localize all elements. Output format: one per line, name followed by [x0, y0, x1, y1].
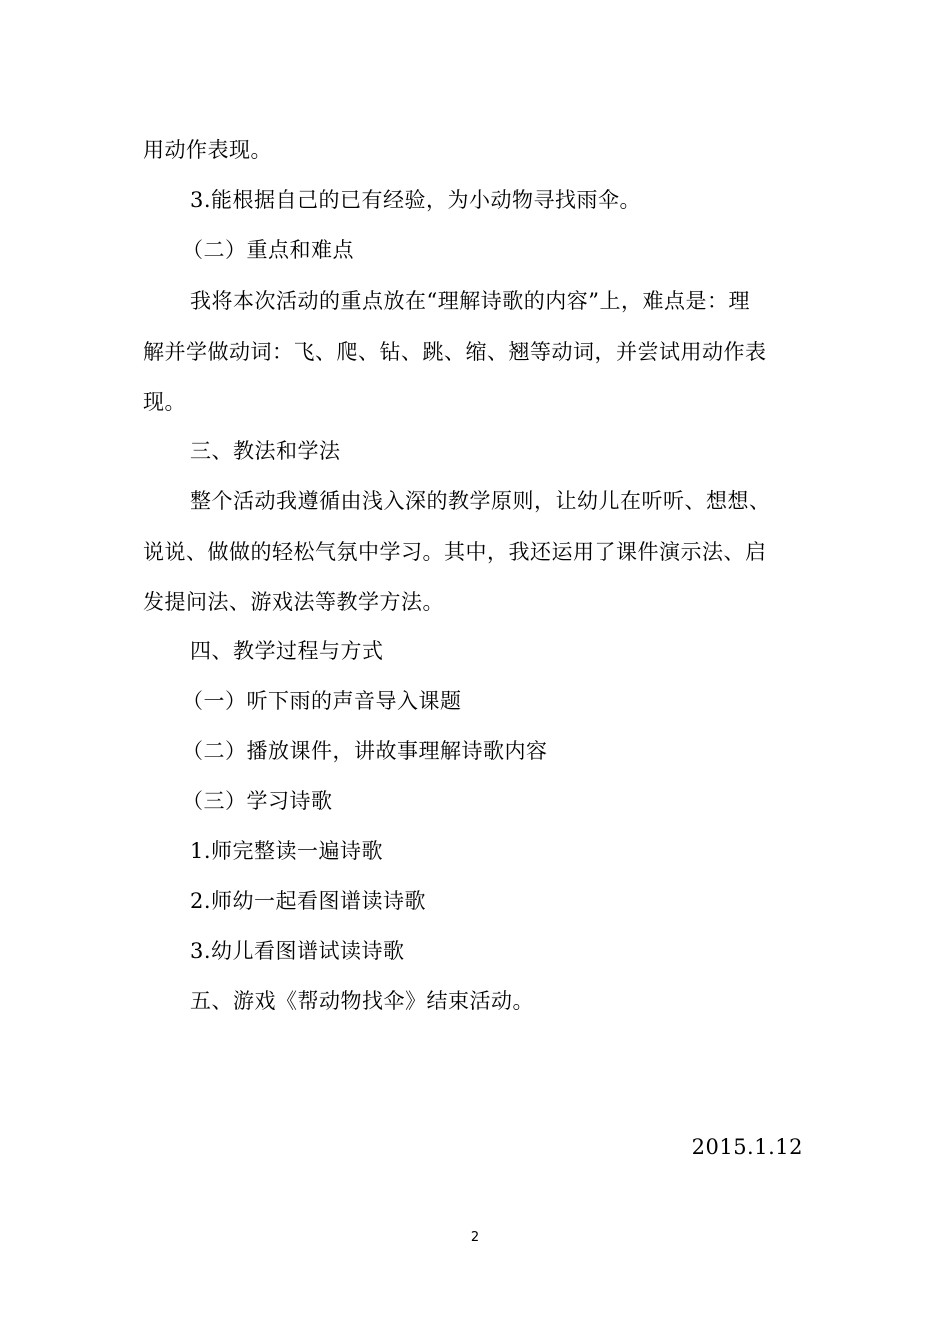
section-heading: 四、教学过程与方式 — [190, 639, 384, 663]
document-date: 2015.1.12 — [691, 1135, 803, 1159]
paragraph-line: 现。 — [143, 390, 186, 414]
paragraph-line: 我将本次活动的重点放在“理解诗歌的内容”上，难点是：理 — [190, 289, 750, 313]
page-number: 2 — [470, 1230, 480, 1245]
paragraph-line: 用动作表现。 — [143, 138, 272, 162]
list-item: 1.师完整读一遍诗歌 — [190, 839, 384, 863]
paragraph-line: 解并学做动词：飞、爬、钻、跳、缩、翘等动词，并尝试用动作表 — [143, 340, 767, 364]
subsection-heading: （三）学习诗歌 — [182, 789, 333, 813]
section-heading: 三、教法和学法 — [190, 439, 341, 463]
paragraph-line: 说说、做做的轻松气氛中学习。其中，我还运用了课件演示法、启 — [143, 540, 767, 564]
list-item: 2.师幼一起看图谱读诗歌 — [190, 889, 427, 913]
paragraph-line: 发提问法、游戏法等教学方法。 — [143, 590, 444, 614]
subsection-heading: （一）听下雨的声音导入课题 — [182, 689, 462, 713]
subsection-heading: （二）播放课件，讲故事理解诗歌内容 — [182, 739, 548, 763]
list-item: 3.幼儿看图谱试读诗歌 — [190, 939, 405, 963]
paragraph-line: 整个活动我遵循由浅入深的教学原则，让幼儿在听听、想想、 — [190, 489, 771, 513]
section-heading: （二）重点和难点 — [182, 238, 354, 262]
paragraph-line: 3.能根据自己的已有经验，为小动物寻找雨伞。 — [190, 188, 642, 212]
section-heading: 五、游戏《帮动物找伞》结束活动。 — [190, 989, 534, 1013]
